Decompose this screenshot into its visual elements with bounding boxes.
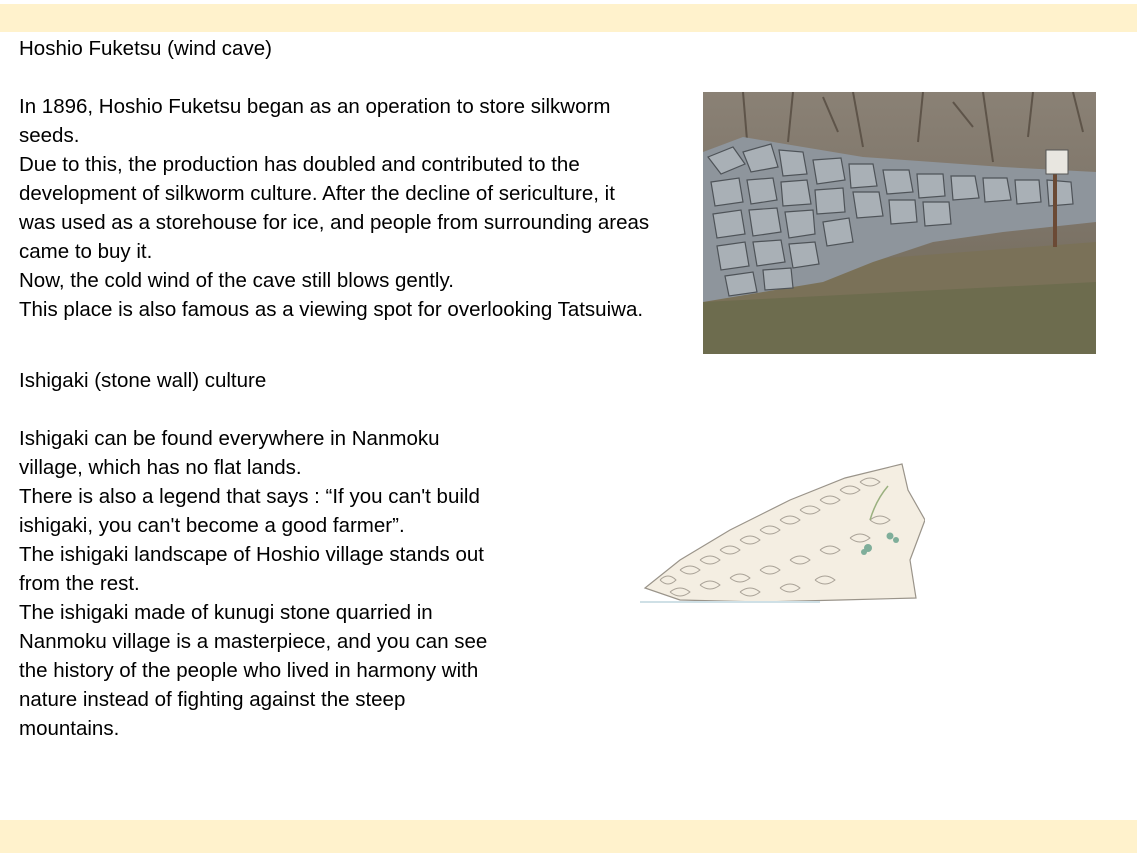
text-line: Nanmoku village is a masterpiece, and you can see bbox=[19, 630, 488, 653]
wind-cave-description bbox=[19, 92, 649, 324]
section-title-wind-cave: Hoshio Fuketsu (wind cave) bbox=[19, 37, 272, 60]
text-line: mountains. bbox=[19, 717, 120, 740]
text-line: nature instead of fighting against the steep bbox=[19, 688, 406, 711]
text-line: The ishigaki landscape of Hoshio village stands out bbox=[19, 543, 484, 566]
text-line: There is also a legend that says : “If you can't build bbox=[19, 485, 480, 508]
stone-wall-photo bbox=[703, 92, 1096, 354]
top-band bbox=[0, 4, 1137, 32]
text-line: This place is also famous as a viewing spot for overlooking Tatsuiwa. bbox=[19, 298, 644, 321]
text-line: In 1896, Hoshio Fuketsu began as an operation to store silkworm bbox=[19, 95, 611, 118]
text-line: village, which has no flat lands. bbox=[19, 456, 302, 479]
text-line: Ishigaki can be found everywhere in Nanmoku bbox=[19, 427, 440, 450]
section-title-ishigaki: Ishigaki (stone wall) culture bbox=[19, 369, 267, 392]
text-line: came to buy it. bbox=[19, 240, 153, 263]
text-line: was used as a storehouse for ice, and people from surrounding areas bbox=[19, 211, 650, 234]
bottom-band bbox=[0, 820, 1137, 853]
text-line: Now, the cold wind of the cave still blows gently. bbox=[19, 269, 454, 292]
stone-wall-sketch bbox=[640, 460, 925, 610]
text-line: The ishigaki made of kunugi stone quarried in bbox=[19, 601, 433, 624]
ishigaki-description bbox=[19, 424, 487, 743]
text-line: development of silkworm culture. After the decline of sericulture, it bbox=[19, 182, 615, 205]
text-line: Due to this, the production has doubled and contributed to the bbox=[19, 153, 580, 176]
text-line: ishigaki, you can't become a good farmer”. bbox=[19, 514, 405, 537]
text-line: the history of the people who lived in harmony with bbox=[19, 659, 479, 682]
text-line: from the rest. bbox=[19, 572, 140, 595]
text-line: seeds. bbox=[19, 124, 80, 147]
